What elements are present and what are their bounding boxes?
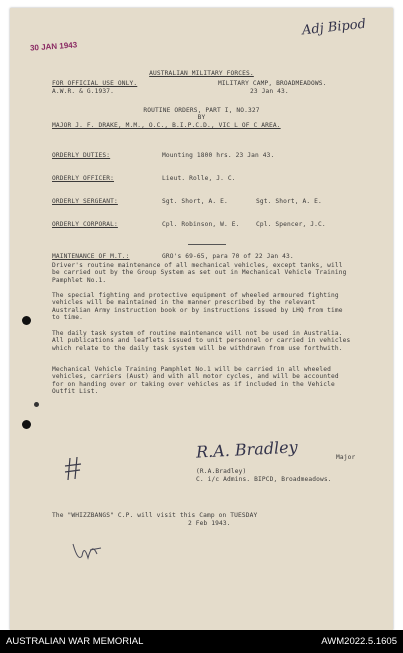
routine-orders-by: BY <box>197 114 206 121</box>
commanding-officer-line: MAJOR J. F. DRAKE, M.M., O.C., B.I.P.C.D., VIC L OF C AREA. <box>52 122 281 129</box>
duty-value: Lieut. Rolle, J. C. <box>162 175 236 182</box>
section-label: MAINTENANCE OF M.T.: <box>52 253 130 260</box>
reference-line: A.W.R. & G.1937. <box>52 88 115 95</box>
signature-rank: Major <box>336 454 356 461</box>
handwritten-initials <box>70 536 104 566</box>
section-reference: GRO's 69-65, para 70 of 22 Jan 43. <box>162 253 294 260</box>
document-heading: AUSTRALIAN MILITARY FORCES. <box>149 70 254 77</box>
duty-label: ORDERLY SERGEANT: <box>52 198 118 205</box>
archive-reference: AWM2022.5.1605 <box>321 636 397 647</box>
separator-line <box>188 244 226 245</box>
paragraph: Mechanical Vehicle Training Pamphlet No.1 will be carried in all wheeled vehicles, carriers (Aust) and with all motor cycles, and will be accounted for on handing over or taking over vehicles as if included in the Vehicle Outfit List. <box>52 366 339 396</box>
signatory-name: (R.A.Bradley) <box>196 468 247 475</box>
paragraph: Driver's routine maintenance of all mechanical vehicles, except tanks, will be carried out by the Group System as set out in Mechanical Vehicle Training Pamphlet No.1. <box>52 262 347 284</box>
punch-hole <box>22 316 31 325</box>
routine-orders-title: ROUTINE ORDERS, PART I, NO.327 <box>143 107 260 114</box>
small-mark <box>34 402 39 407</box>
duty-value: Sgt. Short, A. E. <box>162 198 228 205</box>
location-line: MILITARY CAMP, BROADMEADOWS. <box>218 80 327 87</box>
handwritten-hash-mark <box>64 456 82 482</box>
signatory-title: C. i/c Admins. BIPCD, Broadmeadows. <box>196 476 332 483</box>
duty-label: ORDERLY CORPORAL: <box>52 221 118 228</box>
duty-value-alt: Sgt. Short, A. E. <box>256 198 322 205</box>
paragraph: The special fighting and protective equipment of wheeled armoured fighting vehicles will be maintained in the manner prescribed by the relevant Australian Army instruction book or by instructions issued by LHQ from time to time. <box>52 292 343 322</box>
received-stamp: 30 JAN 1943 <box>29 40 78 53</box>
duty-label: ORDERLY DUTIES: <box>52 152 111 159</box>
document-page <box>10 8 393 630</box>
handwritten-annotation: Adj Bipod <box>301 16 367 39</box>
duty-value-alt: Cpl. Spencer, J.C. <box>256 221 326 228</box>
date-line: 23 Jan 43. <box>250 88 289 95</box>
archive-footer <box>0 630 403 653</box>
duty-label: ORDERLY OFFICER: <box>52 175 115 182</box>
archive-name: AUSTRALIAN WAR MEMORIAL <box>6 636 144 647</box>
notice-date: 2 Feb 1943. <box>188 520 231 527</box>
signature-handwritten: R.A. Bradley <box>195 437 299 462</box>
duty-value: Cpl. Robinson, W. E. <box>162 221 240 228</box>
duty-value: Mounting 1800 hrs. 23 Jan 43. <box>162 152 275 159</box>
paragraph: The daily task system of routine maintenance will not be used in Australia. All publications and leaflets issued to unit personnel or carried in vehicles which relate to the daily task system will be withdrawn from use forthwith. <box>52 330 351 352</box>
classification-line: FOR OFFICIAL USE ONLY. <box>52 80 138 87</box>
punch-hole <box>22 420 31 429</box>
notice-line: The "WHIZZBANGS" C.P. will visit this Camp on TUESDAY <box>52 512 258 519</box>
